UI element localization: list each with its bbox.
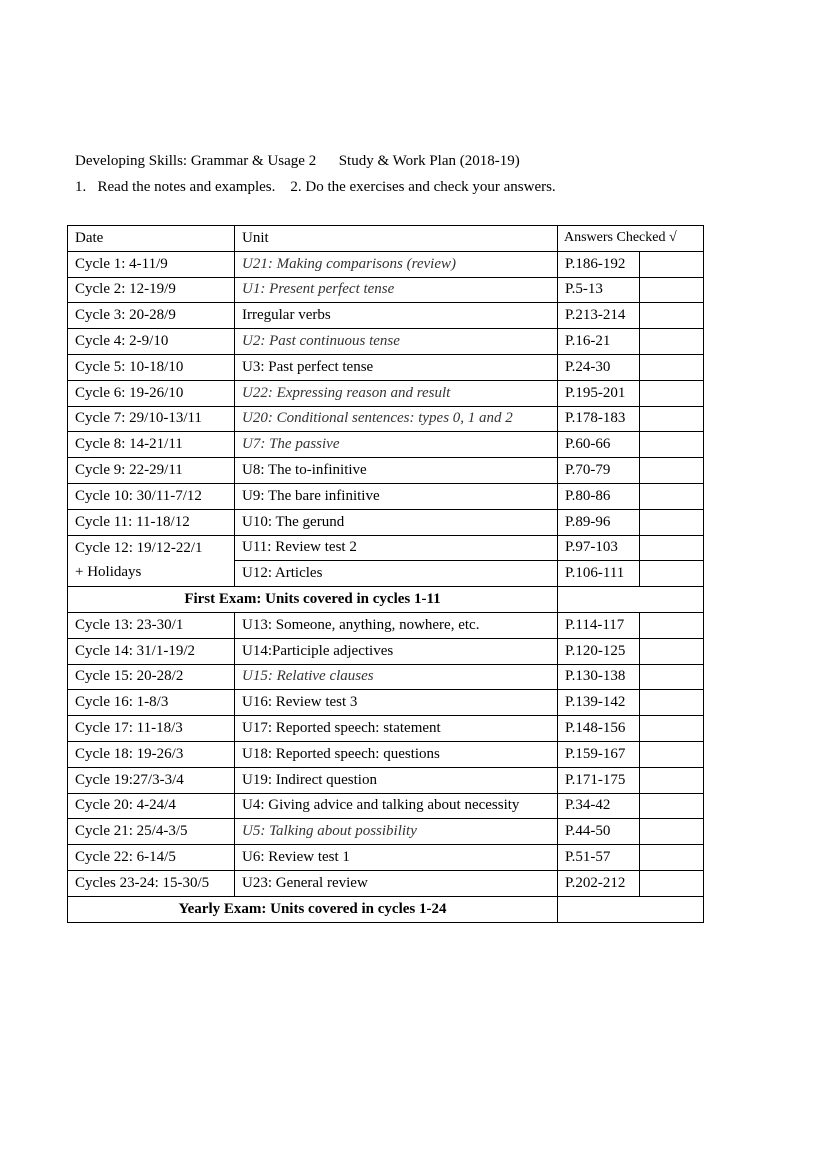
cycle-date [68,535,235,587]
answers-checked-box[interactable] [640,612,704,638]
unit-title: U11: Review test 2 [235,535,558,561]
instructions: 1. Read the notes and examples. 2. Do the exercises and check your answers. [75,179,556,195]
unit-title: U2: Past continuous tense [235,329,558,355]
cycle-date: Cycle 8: 14-21/11 [68,432,235,458]
cycle-date: Cycle 14: 31/1-19/2 [68,638,235,664]
table-header-row [68,226,704,252]
answers-checked-box[interactable] [640,251,704,277]
table-row [68,329,704,355]
table-row [68,406,704,432]
table-row [68,767,704,793]
table-row [68,612,704,638]
table-row [68,535,704,561]
table-row [68,664,704,690]
page-range: P.60-66 [558,432,640,458]
answers-checked-box[interactable] [640,380,704,406]
page-range: P.51-57 [558,845,640,871]
unit-title: Irregular verbs [235,303,558,329]
cycle-date: Cycle 20: 4-24/4 [68,793,235,819]
cycle-date-line1: Cycle 12: 19/12-22/1 [75,540,203,557]
page-range: P.120-125 [558,638,640,664]
cycle-date: Cycles 23-24: 15-30/5 [68,870,235,896]
table-row [68,303,704,329]
unit-title: U9: The bare infinitive [235,483,558,509]
table-row [68,741,704,767]
answers-checked-box[interactable] [640,509,704,535]
answers-checked-box[interactable] [640,793,704,819]
page-range: P.70-79 [558,458,640,484]
column-header-date: Date [68,226,235,252]
cycle-date-line2: + Holidays [75,564,142,581]
cycle-date: Cycle 16: 1-8/3 [68,690,235,716]
cycle-date: Cycle 9: 22-29/11 [68,458,235,484]
unit-title: U7: The passive [235,432,558,458]
page-range: P.159-167 [558,741,640,767]
unit-title: U13: Someone, anything, nowhere, etc. [235,612,558,638]
answers-checked-box[interactable] [640,329,704,355]
table-row [68,354,704,380]
table-row [68,690,704,716]
unit-title: U16: Review test 3 [235,690,558,716]
cycle-date: Cycle 22: 6-14/5 [68,845,235,871]
page-range: P.97-103 [558,535,640,561]
unit-title: U22: Expressing reason and result [235,380,558,406]
first-exam-check-box[interactable] [558,587,704,613]
answers-checked-box[interactable] [640,819,704,845]
table-row [68,458,704,484]
column-header-unit: Unit [235,226,558,252]
cycle-date: Cycle 17: 11-18/3 [68,716,235,742]
answers-checked-box[interactable] [640,664,704,690]
table-row [68,277,704,303]
answers-checked-box[interactable] [640,870,704,896]
cycle-date: Cycle 3: 20-28/9 [68,303,235,329]
page-range: P.16-21 [558,329,640,355]
unit-title: U14:Participle adjectives [235,638,558,664]
unit-title: U20: Conditional sentences: types 0, 1 and 2 [235,406,558,432]
cycle-date: Cycle 21: 25/4-3/5 [68,819,235,845]
table-row [68,819,704,845]
table-row [68,716,704,742]
cycle-date: Cycle 6: 19-26/10 [68,380,235,406]
unit-title: U12: Articles [235,561,558,587]
page-range: P.139-142 [558,690,640,716]
study-plan-table [67,225,704,923]
table-row [68,380,704,406]
cycle-date: Cycle 10: 30/11-7/12 [68,483,235,509]
page-range: P.202-212 [558,870,640,896]
table-row [68,509,704,535]
unit-title: U17: Reported speech: statement [235,716,558,742]
answers-checked-box[interactable] [640,277,704,303]
unit-title: U19: Indirect question [235,767,558,793]
page-title: Developing Skills: Grammar & Usage 2 Study & Work Plan (2018-19) [75,153,520,169]
cycle-date: Cycle 5: 10-18/10 [68,354,235,380]
answers-checked-box[interactable] [640,716,704,742]
cycle-date: Cycle 19:27/3-3/4 [68,767,235,793]
unit-title: U6: Review test 1 [235,845,558,871]
answers-checked-box[interactable] [640,406,704,432]
page-range: P.130-138 [558,664,640,690]
column-header-answers-checked: Answers Checked √ [558,226,704,252]
page-range: P.89-96 [558,509,640,535]
cycle-date: Cycle 15: 20-28/2 [68,664,235,690]
page-range: P.171-175 [558,767,640,793]
unit-title: U8: The to-infinitive [235,458,558,484]
unit-title: U18: Reported speech: questions [235,741,558,767]
cycle-date: Cycle 13: 23-30/1 [68,612,235,638]
answers-checked-box[interactable] [640,845,704,871]
yearly-exam-check-box[interactable] [558,896,704,922]
unit-title: U4: Giving advice and talking about necessity [235,793,558,819]
cycle-date: Cycle 18: 19-26/3 [68,741,235,767]
answers-checked-box[interactable] [640,303,704,329]
page-range: P.80-86 [558,483,640,509]
answers-checked-box[interactable] [640,741,704,767]
table-row [68,251,704,277]
page-range: P.44-50 [558,819,640,845]
page-range: P.195-201 [558,380,640,406]
page-range: P.34-42 [558,793,640,819]
cycle-date: Cycle 11: 11-18/12 [68,509,235,535]
answers-checked-box[interactable] [640,483,704,509]
table-row [68,870,704,896]
page-range: P.213-214 [558,303,640,329]
unit-title: U23: General review [235,870,558,896]
page-range: P.5-13 [558,277,640,303]
yearly-exam: Yearly Exam: Units covered in cycles 1-24 [68,896,558,922]
table-row [68,845,704,871]
cycle-date: Cycle 7: 29/10-13/11 [68,406,235,432]
unit-title: U5: Talking about possibility [235,819,558,845]
table-row [68,793,704,819]
unit-title: U21: Making comparisons (review) [235,251,558,277]
answers-checked-box[interactable] [640,458,704,484]
table-row [68,483,704,509]
cycle-date: Cycle 4: 2-9/10 [68,329,235,355]
table-row [68,432,704,458]
first-exam: First Exam: Units covered in cycles 1-11 [68,587,558,613]
yearly-exam-row [68,896,704,922]
answers-checked-box[interactable] [640,354,704,380]
page-range: P.114-117 [558,612,640,638]
page-range: P.24-30 [558,354,640,380]
answers-checked-box[interactable] [640,690,704,716]
page-range: P.186-192 [558,251,640,277]
answers-checked-box[interactable] [640,767,704,793]
page-range: P.106-111 [558,561,640,587]
table-row [68,638,704,664]
page-range: P.178-183 [558,406,640,432]
answers-checked-box[interactable] [640,561,704,587]
page-range: P.148-156 [558,716,640,742]
cycle-date: Cycle 1: 4-11/9 [68,251,235,277]
unit-title: U15: Relative clauses [235,664,558,690]
first-exam-row [68,587,704,613]
answers-checked-box[interactable] [640,432,704,458]
answers-checked-box[interactable] [640,638,704,664]
cycle-date: Cycle 2: 12-19/9 [68,277,235,303]
unit-title: U1: Present perfect tense [235,277,558,303]
unit-title: U3: Past perfect tense [235,354,558,380]
answers-checked-box[interactable] [640,535,704,561]
unit-title: U10: The gerund [235,509,558,535]
